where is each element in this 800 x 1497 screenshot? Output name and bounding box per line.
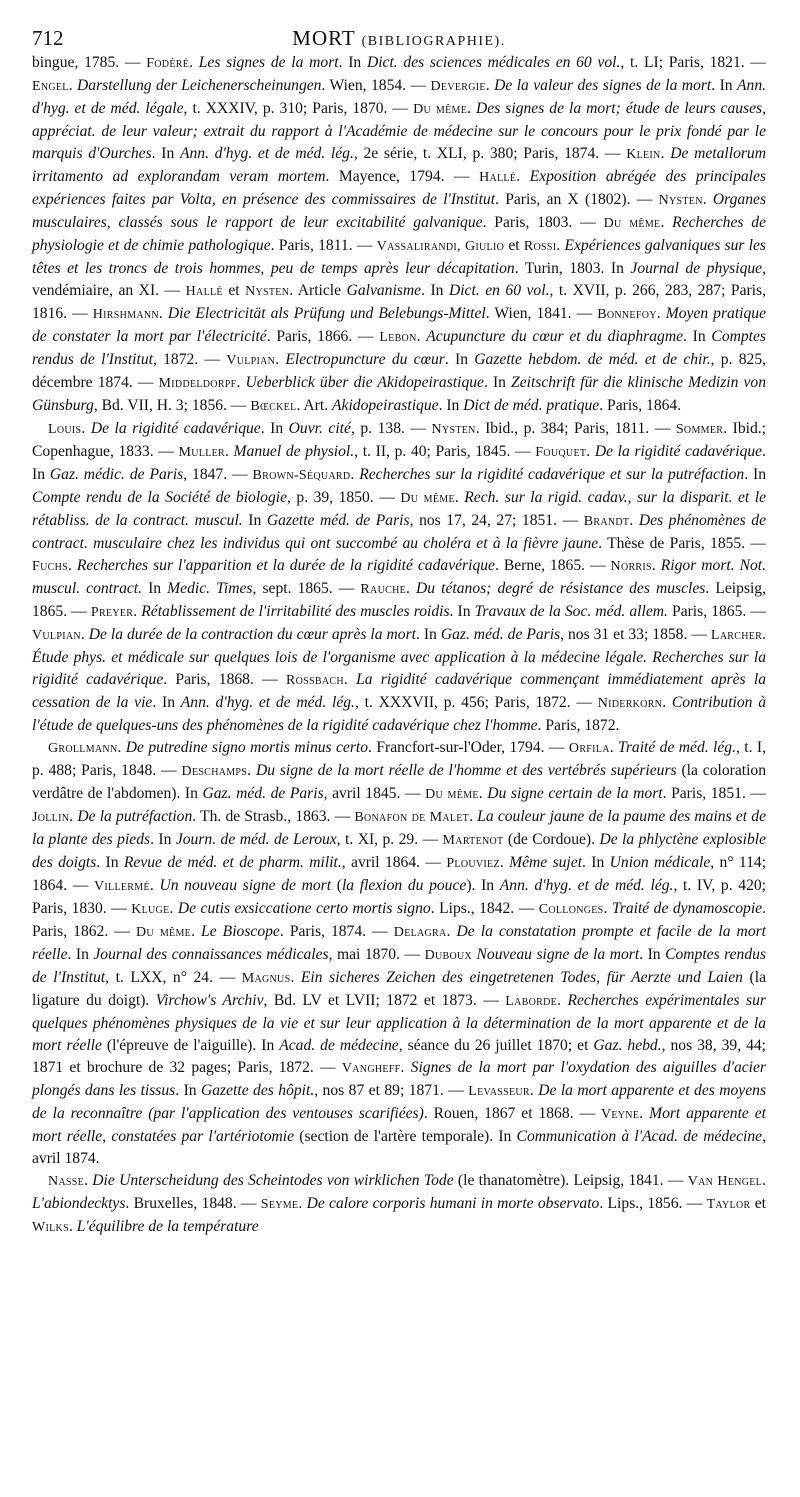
citation-text: , t. II, p. 40; Paris, 1845. —	[354, 443, 536, 460]
citation-text: . Leipsig, 1865. —	[32, 580, 767, 620]
citation-text: .	[485, 77, 495, 94]
work-title: Recherches sur l'apparition et la durée de la rigidité cadavérique	[76, 557, 495, 574]
work-title: Manuel de physiol.	[233, 443, 355, 460]
citation-text: .	[516, 168, 530, 185]
author-name: Rossi	[523, 239, 557, 254]
work-title: Gaz. médic. de Paris	[49, 466, 184, 483]
citation-text: .	[469, 808, 478, 825]
author-name: Fodéré	[146, 56, 190, 71]
author-name: Villermé	[94, 879, 150, 894]
citation-text: . In	[415, 626, 441, 643]
work-title: De putredine signo mortis minus certo	[125, 739, 369, 756]
citation-text: et	[504, 237, 524, 254]
work-title: Comptes rendus de l'Institut	[32, 328, 766, 368]
author-name: Rauche	[360, 582, 407, 597]
citation-text: , avril 1864. —	[341, 854, 447, 871]
work-title: De la phlyctène explosible des doigts	[32, 831, 766, 871]
work-title: L'abiondecktys	[32, 1195, 126, 1212]
author-name: Duboux	[424, 948, 473, 963]
author-name: Nysten	[431, 422, 476, 437]
work-title: Akidopeirastique	[332, 397, 439, 414]
work-title: Ann. d'hyg. et de méd. lég.	[179, 145, 354, 162]
citation-text: , t. XI, p. 29. —	[336, 831, 443, 848]
citation-text: . Ibid., p. 384; Paris, 1811. —	[475, 420, 676, 437]
work-title: De cutis exsiccatione certo mortis signo	[177, 900, 431, 917]
citation-text: .	[133, 603, 142, 620]
citation-text: .	[191, 923, 202, 940]
citation-text: , avril 1874.	[32, 1128, 766, 1167]
citation-text: . In	[582, 854, 610, 871]
citation-text: , séance du 26 juillet 1870; et	[398, 1037, 594, 1054]
work-title: Compte rendu de la Société de biologie	[32, 489, 288, 506]
author-name: Muller	[178, 445, 225, 460]
author-name: Lebon	[379, 330, 417, 345]
citation-text: .	[660, 214, 673, 231]
citation-text: . In	[96, 854, 124, 871]
author-name: Seyme	[260, 1197, 299, 1212]
work-title: Un nouveau signe de mort	[159, 877, 332, 894]
citation-text: . Paris, 1866. —	[266, 328, 380, 345]
work-title: Recherches sur la rigidité cadavérique et sur la putréfaction	[359, 466, 745, 483]
work-title: Dict. en 60 vol.	[448, 282, 550, 299]
work-title: Le Bioscope	[201, 923, 280, 940]
author-name: Middeldorpf	[158, 376, 237, 391]
work-title: Travaux de la Soc. méd. allem.	[474, 603, 668, 620]
work-title: Gazette hebdom. de méd. et de chir.	[474, 351, 711, 368]
work-title: Virchow's Archiv	[155, 992, 264, 1009]
citation-text: , mai 1870. —	[328, 946, 425, 963]
work-title: Galvanisme	[346, 282, 422, 299]
citation-text: , t. XXXVII, p. 456; Paris, 1872. —	[354, 694, 598, 711]
work-title: la flexion du pouce	[341, 877, 467, 894]
work-title: Ann. d'hyg. et de méd. légale	[32, 77, 767, 117]
citation-text: , nos 31 et 33; 1858. —	[560, 626, 711, 643]
citation-text: .	[639, 1105, 650, 1122]
author-name: Laborde	[505, 994, 558, 1009]
work-title: Journal de physique	[630, 260, 763, 277]
bibliography-paragraph	[32, 418, 766, 737]
author-name: Plouviez	[446, 856, 500, 871]
citation-text: (la ligature du doigt).	[32, 969, 766, 1009]
work-title: Medic. Times	[167, 580, 253, 597]
work-title: De la putréfaction	[77, 808, 193, 825]
citation-text: . Paris, 1811. —	[270, 237, 377, 254]
work-title: Moyen pratique de constater la mort par l'électricité	[32, 305, 767, 345]
work-title: Gazette des hôpit.	[201, 1082, 315, 1099]
citation-text: .	[467, 100, 477, 117]
author-name: Jollin	[32, 810, 70, 825]
author-name: Du même	[603, 216, 661, 231]
author-name: Preyer	[90, 605, 134, 620]
citation-text: .	[117, 739, 126, 756]
work-title: Journal des connaissances médicales	[93, 946, 329, 963]
author-name: Sommer	[675, 422, 724, 437]
work-title: De la rigidité cadavérique	[594, 443, 763, 460]
citation-text: In	[242, 512, 267, 529]
citation-text: .	[350, 466, 360, 483]
citation-text: . In	[444, 351, 475, 368]
work-title: Acupuncture du cœur et du diaphragme	[426, 328, 684, 345]
citation-text: ). In	[466, 877, 500, 894]
work-title: Ann. d'hyg. et de méd. lég.	[180, 694, 355, 711]
work-title: Du signe de la mort réelle de l'homme et des vertébrés supérieurs	[255, 762, 677, 779]
citation-text: .	[557, 992, 568, 1009]
running-head	[32, 26, 766, 51]
citation-text: .	[702, 191, 713, 208]
citation-text: .	[629, 512, 639, 529]
citation-text: .	[556, 237, 565, 254]
citation-text: . In	[421, 282, 449, 299]
author-name: Brandt	[583, 514, 630, 529]
work-title: Gaz. méd. de Paris	[202, 785, 324, 802]
citation-text: . In	[639, 946, 666, 963]
work-title: Mort apparente et mort réelle, constatées par l'artériotomie	[32, 1105, 767, 1145]
citation-text: .	[406, 580, 416, 597]
author-name: Levasseur	[468, 1084, 530, 1099]
citation-text: . Paris, 1862. —	[32, 900, 766, 940]
author-name: Brown-Séquard	[252, 468, 351, 483]
author-name: Nasse	[48, 1174, 85, 1189]
citation-text: . Thèse de Paris, 1855. —	[598, 535, 767, 552]
work-title: Étude phys. et médicale sur quelques lois de l'organisme avec application à la médecine légale. Recherches sur la rigidité cadavérique	[32, 649, 766, 688]
citation-text: . In	[438, 397, 464, 414]
citation-text: , 1872. —	[152, 351, 227, 368]
citation-text: . Francfort-sur-l'Oder, 1794. —	[368, 739, 569, 756]
author-name: Fouquet	[535, 445, 587, 460]
author-name: Norris	[610, 559, 652, 574]
citation-text: .	[236, 374, 246, 391]
work-title: Darstellung der Leichenerscheinungen	[77, 77, 322, 94]
author-name: Bonafon de Malet	[354, 810, 470, 825]
citation-text: . In	[175, 1082, 201, 1099]
citation-text: et	[750, 1195, 767, 1212]
citation-text: .	[656, 305, 666, 322]
work-title: Des phénomènes de contract. musculaire chez les individus qui ont succombé au choléra et à la fièvre jaune	[32, 512, 767, 552]
citation-text: . In	[744, 466, 766, 483]
work-title: De calore corporis humani in morte observato	[306, 1195, 600, 1212]
work-title: Recherches de physiologie et de chimie pathologique	[32, 214, 767, 254]
citation-text: (l'épreuve de l'aiguille). In	[101, 1037, 280, 1054]
work-title: Gaz. hebd.	[593, 1037, 662, 1054]
page-number: 712	[32, 26, 64, 50]
work-title: Die Unterscheidung des Scheintodes von wirklichen Tode	[92, 1172, 454, 1189]
citation-text: , Bd. LV et LVII; 1872 et 1873. —	[263, 992, 506, 1009]
work-title: Organes musculaires, classés sous le rapport de leur excitabilité galvanique	[32, 191, 767, 231]
work-title: Die Electricität als Prüfung und Belebungs-Mittel	[167, 305, 486, 322]
citation-text: . Wien, 1841. —	[485, 305, 598, 322]
citation-text: . Turin, 1803. In	[514, 260, 631, 277]
citation-text: .	[247, 762, 256, 779]
author-name: Vangheff	[341, 1061, 401, 1076]
author-name: Van Hengel	[687, 1174, 763, 1189]
citation-text: et	[222, 282, 246, 299]
work-title: Union médicale	[609, 854, 711, 871]
citation-text: .	[224, 443, 234, 460]
citation-text: .	[660, 145, 671, 162]
author-name: Collonges	[538, 902, 604, 917]
citation-text: . Bruxelles, 1848. —	[125, 1195, 261, 1212]
author-name: Grollmann	[48, 741, 118, 756]
citation-text: .	[343, 671, 357, 688]
work-title: Les signes de la mort	[198, 54, 339, 71]
citation-text: . Th. de Strasb., 1863. —	[192, 808, 355, 825]
bibliography-paragraph	[32, 1170, 766, 1239]
work-title: Ein sicheres Zeichen des eingetretenen Todes, für Aerzte und Laien	[300, 969, 743, 986]
citation-text: .	[446, 923, 457, 940]
citation-text: . Paris, an X (1802). —	[495, 191, 659, 208]
citation-text: . Wien, 1854. —	[321, 77, 431, 94]
citation-text: .	[416, 328, 427, 345]
citation-text: .	[84, 1172, 93, 1189]
citation-text: , t. LI; Paris, 1821. —	[620, 54, 766, 71]
citation-text: , 1847. —	[183, 466, 253, 483]
citation-text: In	[142, 580, 168, 597]
work-title: De la rigidité cadavérique	[90, 420, 261, 437]
author-name: Larcher	[710, 628, 763, 643]
citation-text: . Mayence, 1794. —	[325, 168, 480, 185]
citation-text: .	[478, 785, 488, 802]
citation-text: , t. I, p. 488; Paris, 1848. —	[32, 739, 767, 779]
work-title: Du tétanos; degré de résistance des muscles	[416, 580, 706, 597]
author-name: Hallé	[479, 170, 517, 185]
citation-text: , t. LXX, n° 24. —	[105, 969, 242, 986]
citation-text: . Paris, 1864.	[599, 397, 682, 414]
citation-text: , n° 114; 1864. —	[32, 854, 767, 894]
work-title: Même sujet	[509, 854, 583, 871]
citation-text: .	[149, 877, 160, 894]
bibliography-paragraph	[32, 737, 766, 1170]
citation-text: .	[158, 305, 168, 322]
author-name: Louis	[48, 422, 82, 437]
work-title: La couleur jaune de la paume des mains et de la plante des pieds	[32, 808, 766, 848]
citation-text: , t. IV, p. 420; Paris, 1830. —	[32, 877, 767, 917]
work-title: Gaz. méd. de Paris	[440, 626, 561, 643]
work-title: Zeitschrift für die klinische Medizin von Günsburg	[32, 374, 767, 414]
work-title: De la durée de la contraction du cœur après la mort	[88, 626, 416, 643]
author-name: Devergie	[430, 79, 486, 94]
author-name: Kluge	[131, 902, 170, 917]
work-title: Du signe certain de la mort	[487, 785, 663, 802]
work-title: Traité de dynamoscopie	[611, 900, 763, 917]
work-title: Traité de méd. lég.	[618, 739, 737, 756]
citation-text: , vendémiaire, an XI. —	[32, 260, 766, 299]
citation-text: .	[662, 694, 672, 711]
citation-text: . In	[260, 420, 289, 437]
citation-text: . In	[150, 831, 176, 848]
citation-text: . Ibid.; Copenhague, 1833. —	[32, 420, 766, 460]
work-title: L'équilibre de la température	[76, 1218, 259, 1235]
page-header	[32, 18, 766, 52]
citation-text: , Bd. VII, H. 3; 1856. —	[93, 397, 251, 414]
work-title: De metallorum irritamento ad explorandam veram mortem	[32, 145, 766, 185]
citation-text: .	[603, 900, 612, 917]
citation-text: .	[275, 351, 286, 368]
author-name: Nysten	[245, 284, 290, 299]
citation-text: . Lips., 1856. —	[599, 1195, 707, 1212]
citation-text: .	[67, 557, 77, 574]
work-title: Ouvr. cité	[288, 420, 351, 437]
author-name: Bonnefoy	[597, 307, 657, 322]
author-name: Martenot	[442, 833, 504, 848]
work-title: Rech. sur la rigid. cadav., sur la disparit. et le rétabliss. de la contract. muscul.	[32, 489, 767, 529]
author-name: Veyne	[600, 1107, 640, 1122]
citation-text: .	[499, 854, 510, 871]
work-title: Communication à l'Acad. de médecine	[516, 1128, 763, 1145]
citation-text: (de Cordoue).	[503, 831, 600, 848]
citation-text: (le thanatomètre). Leipsig, 1841. —	[453, 1172, 688, 1189]
citation-text: .	[169, 900, 178, 917]
citation-text: .	[69, 808, 78, 825]
author-name: Klein	[626, 147, 661, 162]
citation-text: . In	[32, 443, 767, 483]
work-title: Rétablissement de l'irritabilité des muscles roidis	[141, 603, 450, 620]
citation-text: . Paris, 1874. —	[279, 923, 394, 940]
citation-text: , nos 38, 39, 44; 1871 et brochure de 32 pages; Paris, 1872. —	[32, 1037, 766, 1076]
running-head-title: MORT	[292, 26, 356, 50]
citation-text: , t. XVII, p. 266, 283, 287; Paris, 1816. —	[32, 282, 766, 322]
work-title: Dict. des sciences médicales en 60 vol.	[366, 54, 621, 71]
work-title: De la constatation prompte et facile de la mort réelle	[32, 923, 767, 963]
author-name: Du même	[413, 102, 468, 117]
work-title: Dict de méd. pratique	[463, 397, 600, 414]
author-name: Du même	[425, 787, 479, 802]
author-name: Deschamps	[181, 764, 248, 779]
author-name: Hirshmann	[92, 307, 159, 322]
citation-text: , p. 138. —	[350, 420, 432, 437]
author-name: Orfila	[568, 741, 610, 756]
author-name: Magnus	[241, 971, 291, 986]
bibliography-text	[32, 52, 766, 1239]
citation-text: .	[762, 1172, 766, 1189]
citation-text: , t. XXXIV, p. 310; Paris, 1870. —	[183, 100, 414, 117]
work-title: Rigor mort. Not. muscul. contract.	[32, 557, 767, 597]
citation-text: .	[68, 77, 78, 94]
work-title: Ueberblick über die Akidopeirastique	[245, 374, 484, 391]
citation-text: . In	[711, 77, 738, 94]
work-title: Gazette méd. de Paris	[266, 512, 410, 529]
work-title: Recherches expérimentales sur quelques phénomènes physiques de la vie et sur leur application à la détermination de la mort apparente et de la mort réelle	[32, 992, 766, 1054]
citation-text: . Paris, 1803. —	[482, 214, 604, 231]
author-name: Niderkorn	[597, 696, 663, 711]
citation-text: , nos 17, 24, 27; 1851. —	[409, 512, 584, 529]
work-title: De la mort apparente et des moyens de la reconnaître (par l'application des ventouses scarifiées)	[32, 1082, 767, 1122]
citation-text: , nos 87 et 89; 1871. —	[314, 1082, 469, 1099]
citation-text: Paris, 1865. —	[667, 603, 766, 620]
bibliography-paragraph	[32, 52, 766, 418]
citation-text: . In	[152, 694, 181, 711]
work-title: Journ. de méd. de Leroux	[175, 831, 337, 848]
author-name: Wilks	[32, 1220, 69, 1235]
work-title: Exposition abrégée des principales expériences faites par Volta, en présence des commissaires de l'Institut	[32, 168, 767, 208]
work-title: Acad. de médecine	[279, 1037, 399, 1054]
citation-text: (section de l'artère temporale). In	[294, 1128, 517, 1145]
citation-text: .	[68, 1218, 77, 1235]
author-name: Taylor	[706, 1197, 751, 1212]
citation-text: . Paris, 1868. —	[163, 671, 287, 688]
work-title: La rigidité cadavérique commençant immédiatement après la cessation de la vie	[32, 671, 766, 711]
author-name: Fuchs	[32, 559, 68, 574]
citation-text: .	[586, 443, 595, 460]
citation-text: .	[80, 626, 89, 643]
citation-text: (la coloration verdâtre de l'abdomen). In	[32, 762, 767, 802]
citation-text: . Berne, 1865. —	[494, 557, 611, 574]
citation-text: .	[529, 1082, 539, 1099]
citation-text: , 2e série, t. XLI, p. 380; Paris, 1874. —	[353, 145, 627, 162]
citation-text: . Art.	[296, 397, 333, 414]
citation-text: . In	[67, 946, 94, 963]
citation-text: . Rouen, 1867 et 1868. —	[423, 1105, 601, 1122]
citation-text: . Paris, 1851. —	[662, 785, 767, 802]
citation-text: .	[290, 969, 301, 986]
citation-text: .	[298, 1195, 307, 1212]
citation-text: .	[762, 626, 767, 643]
work-title: Signes de la mort par l'oxydation des aiguilles d'acier plongés dans les tissus	[32, 1059, 767, 1099]
citation-text: . Lips., 1842. —	[430, 900, 539, 917]
citation-text: . Paris, 1872.	[537, 717, 620, 734]
author-name: Engel	[32, 79, 69, 94]
citation-text: .	[81, 420, 91, 437]
citation-text: .	[400, 1059, 411, 1076]
author-name: Vulpian	[226, 353, 276, 368]
citation-text: . Article	[289, 282, 347, 299]
work-title: Nouveau signe de la mort	[476, 946, 640, 963]
citation-text: . In	[483, 374, 512, 391]
author-name: Rossbach	[286, 673, 344, 688]
citation-text: (	[331, 877, 342, 894]
author-name: Vassalirandi, Giulio	[376, 239, 505, 254]
work-title: Ann. d'hyg. et de méd. lég.	[499, 877, 674, 894]
work-title: Expériences galvaniques sur les têtes et les troncs de trois hommes, peu de temps après leur décapitation	[32, 237, 766, 277]
running-head-subtitle: (BIBLIOGRAPHIE).	[361, 34, 506, 49]
author-name: Delagra	[393, 925, 447, 940]
citation-text: .	[651, 557, 661, 574]
citation-text: , avril 1845. —	[323, 785, 426, 802]
work-title: Revue de méd. et de pharm. milit.	[123, 854, 342, 871]
work-title: Des signes de la mort; étude de leurs causes, appréciat. de leur valeur; extrait du rapport à l'Académie de médecine sur le concours pour le prix fondé par le marquis d'Ourches	[32, 100, 767, 162]
citation-text: .	[189, 54, 199, 71]
author-name: Du même	[135, 925, 192, 940]
author-name: Nysten	[658, 193, 703, 208]
citation-text: .	[609, 739, 619, 756]
work-title: De la valeur des signes de la mort	[494, 77, 712, 94]
work-title: Electropuncture du cœur	[285, 351, 445, 368]
citation-text: , sept. 1865. —	[252, 580, 361, 597]
citation-text: .	[454, 489, 465, 506]
author-name: Du même	[400, 491, 455, 506]
work-title: Comptes rendus de l'Institut	[32, 946, 767, 986]
citation-text: . In	[151, 145, 180, 162]
author-name: Vulpian	[32, 628, 81, 643]
citation-text: . In	[683, 328, 712, 345]
work-title: Contribution à l'étude de quelques-uns des phénomènes de la rigidité cadavérique chez l'homme	[32, 694, 767, 734]
citation-text: . In	[449, 603, 475, 620]
citation-text: . In	[338, 54, 367, 71]
citation-text: bingue, 1785. —	[32, 54, 147, 71]
author-name: Hallé	[185, 284, 223, 299]
citation-text: , p. 39, 1850. —	[287, 489, 401, 506]
author-name: Bœckel	[250, 399, 297, 414]
citation-text: , p. 825, décembre 1874. —	[32, 351, 767, 391]
